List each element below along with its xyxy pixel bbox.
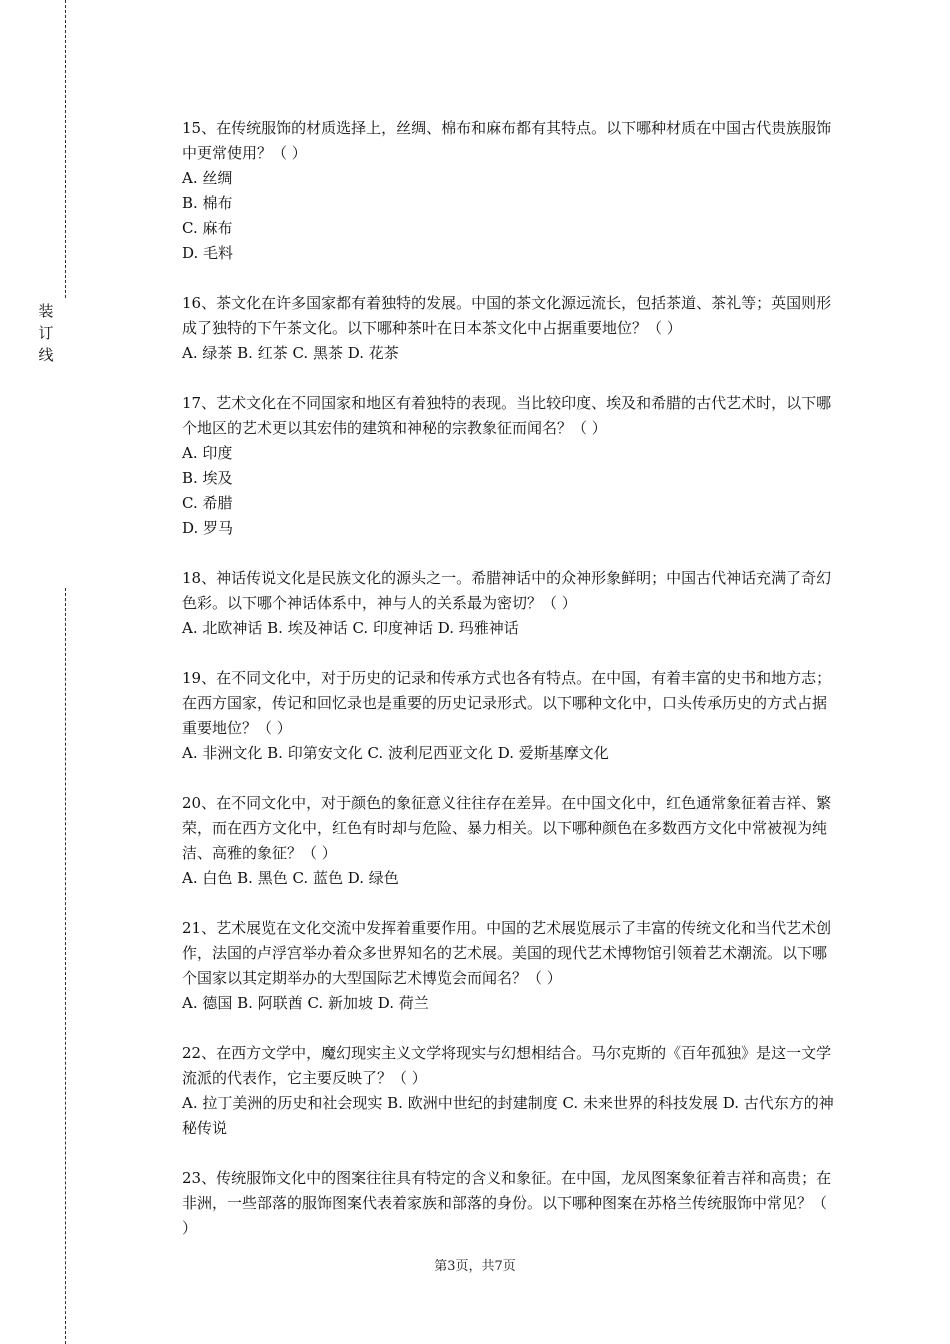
question-text: 17、艺术文化在不同国家和地区有着独特的表现。当比较印度、埃及和希腊的古代艺术时，以下哪个地区的艺术更以其宏伟的建筑和神秘的宗教象征而闻名？（ ） [182,394,832,437]
binding-char: 订 [38,324,54,342]
option-c: C. 麻布 [182,219,233,237]
question-19 [182,666,838,766]
option-d: D. 罗马 [182,519,234,537]
question-21 [182,916,838,1016]
option-a: A. 印度 [182,444,233,462]
question-list [182,116,838,1266]
question-text: 15、在传统服饰的材质选择上，丝绸、棉布和麻布都有其特点。以下哪种材质在中国古代贵族服饰中更常使用？（ ） [182,119,832,162]
question-17 [182,391,838,541]
question-text: 21、艺术展览在文化交流中发挥着重要作用。中国的艺术展览展示了丰富的传统文化和当代艺术创作，法国的卢浮宫举办着众多世界知名的艺术展。美国的现代艺术博物馆引领着艺术潮流。以下哪个国家以其定期举办的大型国际艺术博览会而闻名？（ ） [182,919,832,987]
binding-label [35,300,57,366]
option-a: A. 丝绸 [182,169,233,187]
page-footer: 第3页，共7页 [434,1259,516,1274]
question-text: 18、神话传说文化是民族文化的源头之一。希腊神话中的众神形象鲜明；中国古代神话充满了奇幻色彩。以下哪个神话体系中，神与人的关系最为密切？（ ） [182,569,832,612]
binding-char: 线 [38,346,54,364]
question-22 [182,1041,838,1141]
options-line: A. 德国 B. 阿联酋 C. 新加坡 D. 荷兰 [182,994,429,1012]
option-b: B. 棉布 [182,194,233,212]
option-d: D. 毛料 [182,244,234,262]
options-line: A. 白色 B. 黑色 C. 蓝色 D. 绿色 [182,869,399,887]
binding-dashed-line-bottom [65,588,66,1344]
question-text: 16、茶文化在许多国家都有着独特的发展。中国的茶文化源远流长，包括茶道、茶礼等；英国则形成了独特的下午茶文化。以下哪种茶叶在日本茶文化中占据重要地位？（ ） [182,294,832,337]
question-16 [182,291,838,366]
binding-dashed-line-top [65,0,66,298]
options-line: A. 拉丁美洲的历史和社会现实 B. 欧洲中世纪的封建制度 C. 未来世界的科技发展 D. 古代东方的神秘传说 [182,1094,834,1137]
question-15 [182,116,838,266]
question-20 [182,791,838,891]
option-c: C. 希腊 [182,494,233,512]
question-text: 20、在不同文化中，对于颜色的象征意义往往存在差异。在中国文化中，红色通常象征着吉祥、繁荣，而在西方文化中，红色有时却与危险、暴力相关。以下哪种颜色在多数西方文化中常被视为纯洁、高雅的象征？（ ） [182,794,832,862]
options-line: A. 北欧神话 B. 埃及神话 C. 印度神话 D. 玛雅神话 [182,619,519,637]
question-18 [182,566,838,641]
question-text: 22、在西方文学中，魔幻现实主义文学将现实与幻想相结合。马尔克斯的《百年孤独》是这一文学流派的代表作，它主要反映了？（ ） [182,1044,832,1087]
options-line: A. 绿茶 B. 红茶 C. 黑茶 D. 花茶 [182,344,399,362]
question-text: 23、传统服饰文化中的图案往往具有特定的含义和象征。在中国，龙凤图案象征着吉祥和高贵；在非洲，一些部落的服饰图案代表着家族和部落的身份。以下哪种图案在苏格兰传统服饰中常见？（ ） [182,1169,832,1237]
options-line: A. 非洲文化 B. 印第安文化 C. 波利尼西亚文化 D. 爱斯基摩文化 [182,744,609,762]
binding-char: 装 [38,302,54,320]
question-23 [182,1166,838,1241]
option-b: B. 埃及 [182,469,233,487]
question-text: 19、在不同文化中，对于历史的记录和传承方式也各有特点。在中国，有着丰富的史书和地方志；在西方国家，传记和回忆录也是重要的历史记录形式。以下哪种文化中，口头传承历史的方式占据重要地位？（ ） [182,669,832,737]
